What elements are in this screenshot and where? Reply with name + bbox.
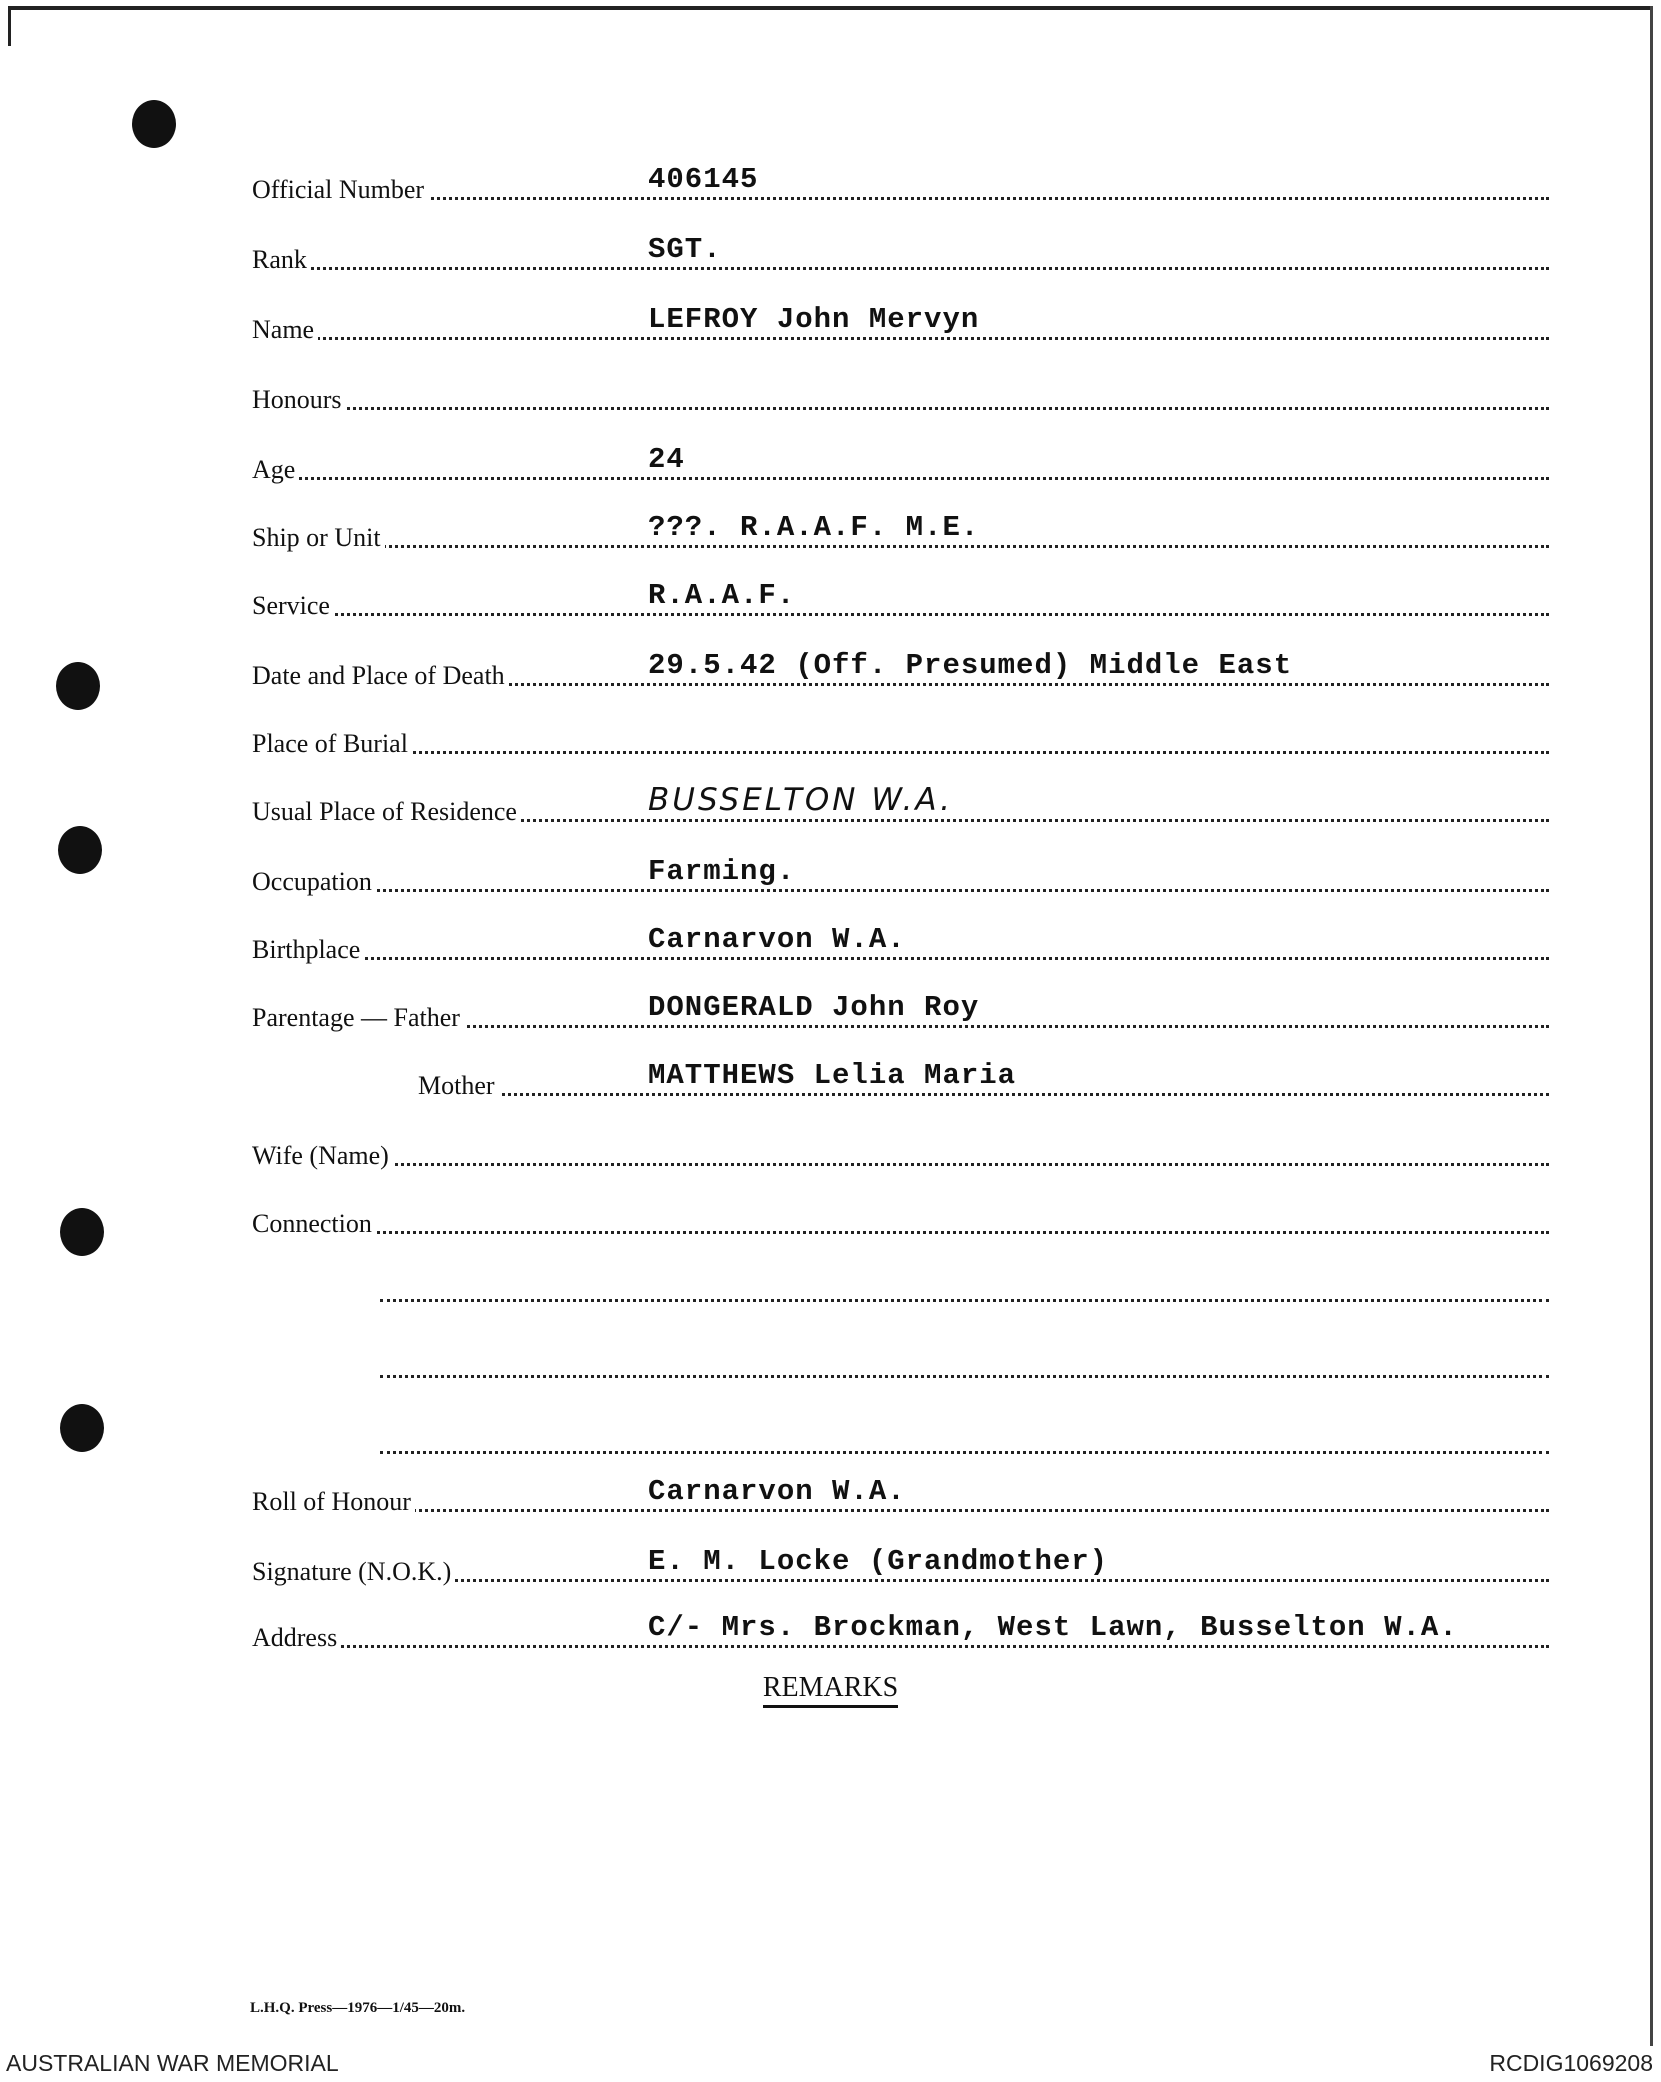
- field-honours: [252, 374, 1549, 414]
- field-connection: [252, 1198, 1549, 1238]
- dotted-leader: [252, 613, 1549, 616]
- field-label: Date and Place of Death: [252, 662, 509, 690]
- field-birthplace: [252, 924, 1549, 964]
- field-address: [252, 1612, 1549, 1652]
- field-label: Official Number: [252, 176, 428, 204]
- remarks-heading-text: REMARKS: [763, 1672, 898, 1708]
- dotted-leader: [252, 1509, 1549, 1512]
- field-value: MATTHEWS Lelia Maria: [648, 1059, 1017, 1092]
- field-value: 24: [648, 443, 685, 476]
- field-label: Usual Place of Residence: [252, 798, 521, 826]
- field-value: C/- Mrs. Brockman, West Lawn, Busselton W.A.: [648, 1611, 1458, 1644]
- field-value: 29.5.42 (Off. Presumed) Middle East: [648, 649, 1293, 682]
- dotted-leader: [252, 1645, 1549, 1648]
- field-father: [252, 992, 1549, 1032]
- dotted-leader: [380, 1375, 1549, 1378]
- field-value: SGT.: [648, 233, 722, 266]
- field-label: Ship or Unit: [252, 524, 385, 552]
- dotted-leader: [252, 957, 1549, 960]
- field-label: Connection: [252, 1210, 376, 1238]
- field-label: Parentage — Father: [252, 1004, 464, 1032]
- field-value: Carnarvon W.A.: [648, 1475, 906, 1508]
- punch-hole: [60, 1208, 104, 1256]
- field-label: Wife (Name): [252, 1142, 393, 1170]
- field-label: Address: [252, 1624, 341, 1652]
- connection-continuation-line: [380, 1418, 1549, 1458]
- field-occupation: [252, 856, 1549, 896]
- dotted-leader: [252, 407, 1549, 410]
- field-label: Rank: [252, 246, 311, 274]
- field-mother: [252, 1060, 1549, 1100]
- dotted-leader: [252, 889, 1549, 892]
- field-value: Carnarvon W.A.: [648, 923, 906, 956]
- dotted-leader: [252, 1231, 1549, 1234]
- field-age: [252, 444, 1549, 484]
- dotted-leader: [252, 197, 1549, 200]
- field-label: Occupation: [252, 868, 376, 896]
- dotted-leader: [252, 1163, 1549, 1166]
- field-value: E. M. Locke (Grandmother): [648, 1545, 1109, 1578]
- field-roll-of-honour: [252, 1476, 1549, 1516]
- field-value: R.A.A.F.: [648, 579, 796, 612]
- punch-hole: [132, 100, 176, 148]
- field-label: Place of Burial: [252, 730, 412, 758]
- field-official-number: [252, 164, 1549, 204]
- field-label: Signature (N.O.K.): [252, 1558, 455, 1586]
- archive-reference: RCDIG1069208: [1489, 2050, 1653, 2076]
- field-signature-nok: [252, 1546, 1549, 1586]
- field-wife: [252, 1130, 1549, 1170]
- field-value: 406145: [648, 163, 759, 196]
- dotted-leader: [252, 337, 1549, 340]
- field-value-handwritten: BUSSELTON W.A.: [648, 782, 953, 818]
- archive-credit: AUSTRALIAN WAR MEMORIAL: [6, 2050, 339, 2076]
- field-usual-residence: [252, 782, 1549, 826]
- field-label: Age: [252, 456, 299, 484]
- field-value: Farming.: [648, 855, 796, 888]
- dotted-leader: [380, 1299, 1549, 1302]
- dotted-leader: [252, 477, 1549, 480]
- field-name: [252, 304, 1549, 344]
- page-left-edge: [8, 6, 11, 46]
- page-top-edge: [8, 6, 1653, 10]
- field-value: ???. R.A.A.F. M.E.: [648, 511, 980, 544]
- dotted-leader: [252, 267, 1549, 270]
- punch-hole: [56, 662, 100, 710]
- field-label: Mother: [418, 1072, 499, 1100]
- field-label: Service: [252, 592, 334, 620]
- remarks-heading: [0, 1672, 1661, 1704]
- field-date-place-of-death: [252, 650, 1549, 690]
- field-ship-or-unit: [252, 512, 1549, 552]
- field-place-of-burial: [252, 718, 1549, 758]
- field-label: Roll of Honour: [252, 1488, 415, 1516]
- connection-continuation-line: [380, 1266, 1549, 1306]
- dotted-leader: [418, 1093, 1549, 1096]
- punch-hole: [60, 1404, 104, 1452]
- connection-continuation-line: [380, 1342, 1549, 1382]
- field-service: [252, 580, 1549, 620]
- field-label: Name: [252, 316, 318, 344]
- punch-hole: [58, 826, 102, 874]
- dotted-leader: [252, 751, 1549, 754]
- field-value: LEFROY John Mervyn: [648, 303, 980, 336]
- page-right-edge: [1650, 6, 1653, 2046]
- field-label: Birthplace: [252, 936, 364, 964]
- printer-imprint: L.H.Q. Press—1976—1/45—20m.: [250, 2000, 466, 2016]
- dotted-leader: [252, 545, 1549, 548]
- field-label: Honours: [252, 386, 346, 414]
- field-rank: [252, 234, 1549, 274]
- field-value: DONGERALD John Roy: [648, 991, 980, 1024]
- dotted-leader: [380, 1451, 1549, 1454]
